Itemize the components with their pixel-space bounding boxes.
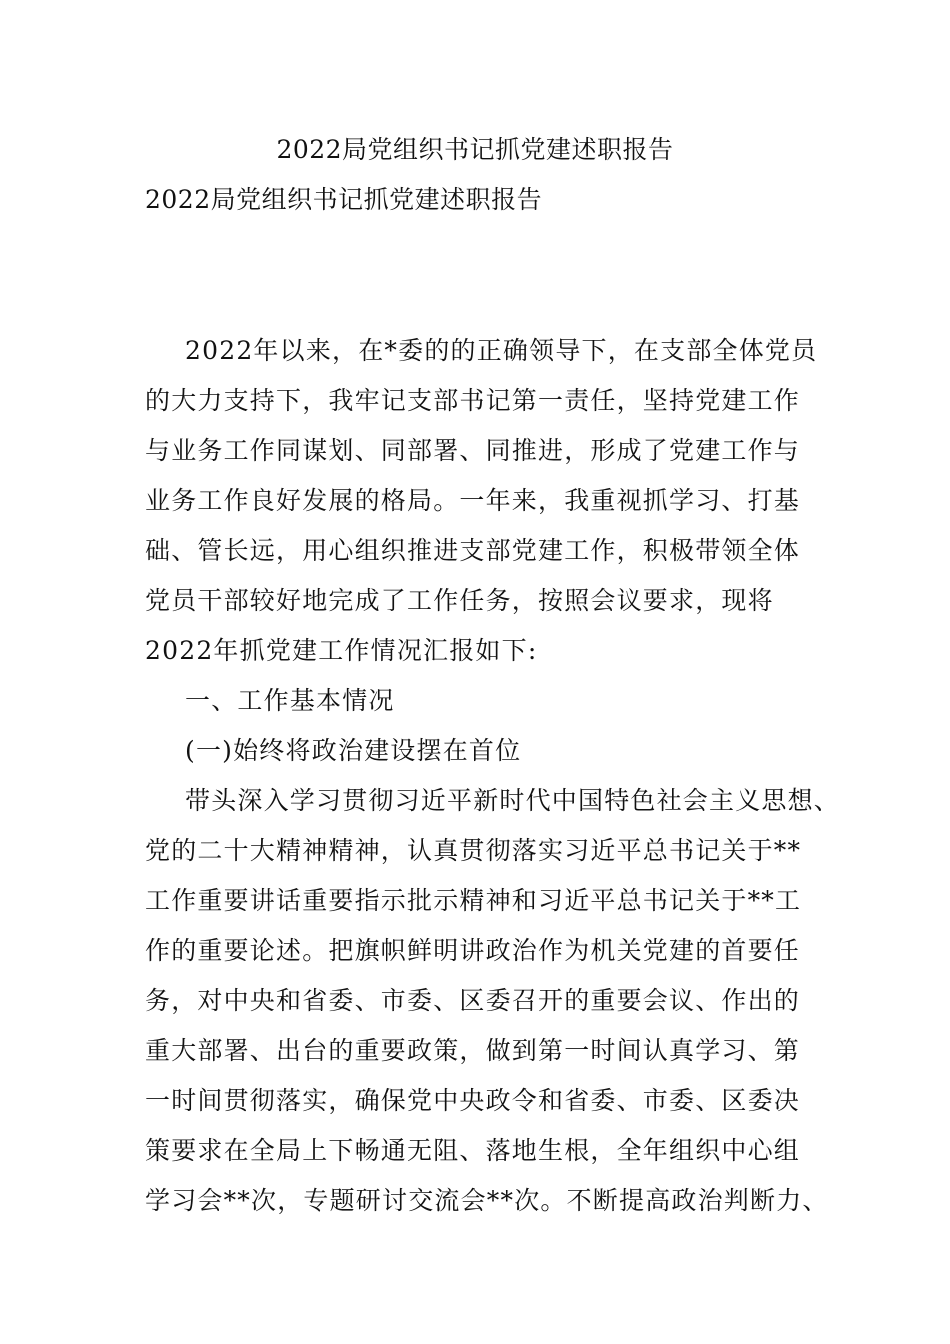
paragraph-line: 与业务工作同谋划、同部署、同推进，形成了党建工作与 xyxy=(145,436,801,465)
paragraph-line: 作的重要论述。把旗帜鲜明讲政治作为机关党建的首要任 xyxy=(145,936,801,965)
paragraph-line: 学习会**次，专题研讨交流会**次。不断提高政治判断力、 xyxy=(145,1186,829,1215)
paragraph-line: 础、管长远，用心组织推进支部党建工作，积极带领全体 xyxy=(145,536,801,565)
paragraph-line: 党的二十大精神精神，认真贯彻落实习近平总书记关于** xyxy=(145,836,802,865)
paragraph-line: 策要求在全局上下畅通无阻、落地生根，全年组织中心组 xyxy=(145,1136,801,1165)
paragraph-line: 党员干部较好地完成了工作任务，按照会议要求，现将 xyxy=(145,586,774,615)
paragraph-line: 带头深入学习贯彻习近平新时代中国特色社会主义思想、 xyxy=(185,786,841,815)
subsection-heading: (一)始终将政治建设摆在首位 xyxy=(185,736,522,765)
paragraph-line: 一时间贯彻落实，确保党中央政令和省委、市委、区委决 xyxy=(145,1086,801,1115)
paragraph-line: 2022年以来，在*委的的正确领导下，在支部全体党员 xyxy=(185,336,818,365)
paragraph-line: 2022年抓党建工作情况汇报如下: xyxy=(145,636,538,665)
document-title-left: 2022局党组织书记抓党建述职报告 xyxy=(145,185,543,214)
section-heading: 一、工作基本情况 xyxy=(185,686,395,715)
paragraph-line: 的大力支持下，我牢记支部书记第一责任，坚持党建工作 xyxy=(145,386,801,415)
paragraph-line: 业务工作良好发展的格局。一年来，我重视抓学习、打基 xyxy=(145,486,801,515)
paragraph-line: 重大部署、出台的重要政策，做到第一时间认真学习、第 xyxy=(145,1036,801,1065)
paragraph-line: 务，对中央和省委、市委、区委召开的重要会议、作出的 xyxy=(145,986,801,1015)
paragraph-line: 工作重要讲话重要指示批示精神和习近平总书记关于**工 xyxy=(145,886,802,915)
document-title-centered: 2022局党组织书记抓党建述职报告 xyxy=(276,135,674,164)
